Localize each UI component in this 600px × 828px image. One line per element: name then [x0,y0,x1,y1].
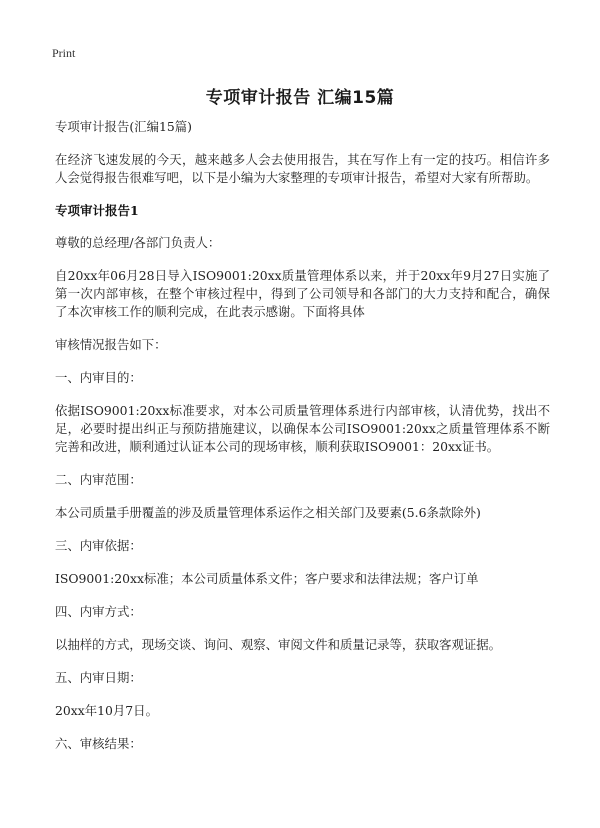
heading-result: 六、审核结果： [55,736,142,751]
scope-text: 本公司质量手册覆盖的涉及质量管理体系运作之相关部门及要素(5.6条款除外) [55,505,481,520]
body-paragraph-2: 审核情况报告如下： [55,337,167,352]
section-heading: 专项审计报告1 [55,203,139,218]
method-text: 以抽样的方式，现场交谈、询问、观察、审阅文件和质量记录等，获取客观证据。 [55,637,502,652]
heading-method: 四、内审方式： [55,604,142,619]
document-body [55,118,550,768]
date-text: 20xx年10月7日。 [55,703,158,718]
basis-text: ISO9001:20xx标准；本公司质量体系文件；客户要求和法律法规；客户订单 [55,571,479,586]
heading-scope: 二、内审范围： [55,472,142,487]
page-title: 专项审计报告 汇编15篇 [205,88,395,108]
purpose-text: 依据ISO9001:20xx标准要求，对本公司质量管理体系进行内部审核，认清优势，找出不足，必要时提出纠正与预防措施建议，以确保本公司ISO9001:20xx之质量管理体系不断完善和改进，顺利通过认证本公司的现场审核，顺利获取ISO9001：20xx证书。 [55,403,550,454]
document-subtitle: 专项审计报告(汇编15篇) [55,119,192,134]
body-paragraph-1: 自20xx年06月28日导入ISO9001:20xx质量管理体系以来，并于20xx年9月27日实施了第一次内部审核，在整个审核过程中，得到了公司领导和各部门的大力支持和配合，确保了本次审核工作的顺利完成，在此表示感谢。下面将具体 [55,268,550,319]
heading-date: 五、内审日期： [55,670,142,685]
salutation: 尊敬的总经理/各部门负责人： [55,235,221,250]
intro-paragraph: 在经济飞速发展的今天，越来越多人会去使用报告，其在写作上有一定的技巧。相信许多人会觉得报告很难写吧，以下是小编为大家整理的专项审计报告，希望对大家有所帮助。 [55,152,550,185]
heading-purpose: 一、内审目的： [55,370,142,385]
heading-basis: 三、内审依据： [55,538,142,553]
print-link[interactable]: Print [52,46,76,60]
